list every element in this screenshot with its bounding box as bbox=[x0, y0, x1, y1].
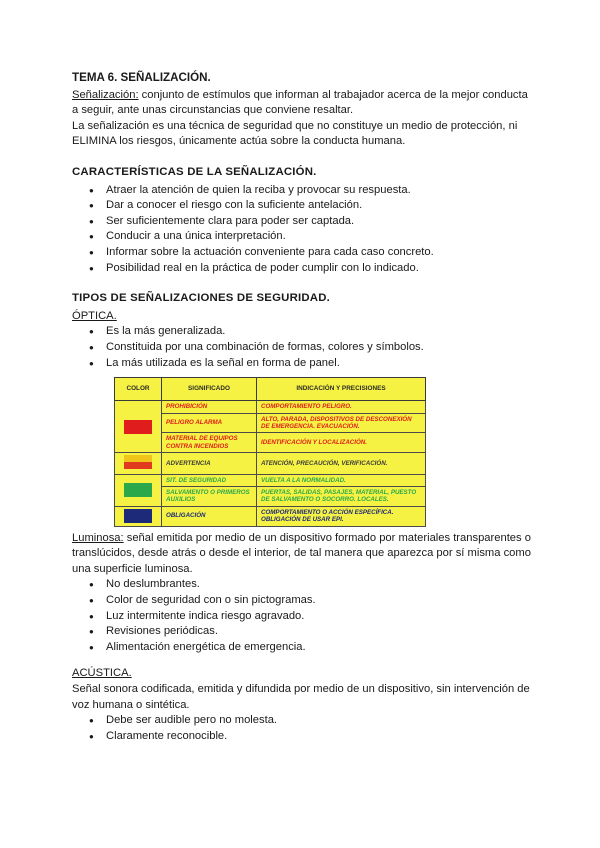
list-item: ● Ser suficientemente clara para poder ser captada. bbox=[106, 214, 532, 230]
yellow-swatch bbox=[124, 455, 152, 469]
table-cell: PELIGRO ALARMA bbox=[162, 413, 257, 433]
list-item: ● La más utilizada es la señal en forma de panel. bbox=[106, 356, 532, 372]
intro-note: La señalización es una técnica de seguridad que no constituye un medio de protección, ni ELIMINA los riesgos, únicamente actúa sobre la conducta humana. bbox=[72, 119, 518, 148]
safety-colors-table bbox=[114, 377, 426, 526]
color-cell-green bbox=[115, 474, 162, 506]
table-cell: MATERIAL DE EQUIPOS CONTRA INCENDIOS bbox=[162, 433, 257, 453]
caracteristicas-list bbox=[72, 183, 532, 277]
list-item: ● Constituida por una combinación de formas, colores y símbolos. bbox=[106, 340, 532, 356]
luminosa-definition-text: señal emitida por medio de un dispositivo formado por materiales transparentes o translúcidos, desde atrás o desde el interior, de tal manera que aparezca por sí misma como una superficie luminosa. bbox=[72, 531, 531, 575]
table-cell: ATENCIÓN, PRECAUCIÓN, VERIFICACIÓN. bbox=[257, 453, 426, 474]
header-indicacion: INDICACIÓN Y PRECISIONES bbox=[257, 378, 426, 401]
caracteristicas-heading: CARACTERÍSTICAS DE LA SEÑALIZACIÓN. bbox=[72, 165, 317, 178]
table-cell: ALTO, PARADA, DISPOSITIVOS DE DESCONEXIÓN DE EMERGENCIA. EVACUACIÓN. bbox=[257, 413, 426, 433]
list-item: ● No deslumbrantes. bbox=[106, 577, 532, 593]
list-item: ● Alimentación energética de emergencia. bbox=[106, 640, 532, 656]
list-item: ● Posibilidad real en la práctica de poder cumplir con lo indicado. bbox=[106, 261, 532, 277]
optica-list bbox=[72, 324, 532, 371]
table-cell: COMPORTAMIENTO O ACCIÓN ESPECÍFICA. OBLIGACIÓN DE USAR EPI. bbox=[257, 506, 426, 526]
intro-definition bbox=[72, 88, 532, 119]
list-item: ● Es la más generalizada. bbox=[106, 324, 532, 340]
table-row bbox=[115, 401, 426, 413]
intro-definition-text: conjunto de estímulos que informan al trabajador acerca de la mejor conducta a seguir, ante unas circunstancias que conviene resaltar. bbox=[72, 88, 528, 117]
list-item: ● Dar a conocer el riesgo con la suficiente antelación. bbox=[106, 198, 532, 214]
red-swatch bbox=[124, 420, 152, 434]
table-cell: OBLIGACIÓN bbox=[162, 506, 257, 526]
table-cell: IDENTIFICACIÓN Y LOCALIZACIÓN. bbox=[257, 433, 426, 453]
list-item: ● Color de seguridad con o sin pictogramas. bbox=[106, 593, 532, 609]
tipos-heading: TIPOS DE SEÑALIZACIONES DE SEGURIDAD. bbox=[72, 292, 331, 305]
table-header-row bbox=[115, 378, 426, 401]
list-item: ● Conducir a una única interpretación. bbox=[106, 229, 532, 245]
intro-term: Señalización: bbox=[72, 88, 139, 101]
luminosa-definition bbox=[72, 531, 532, 578]
luminosa-list bbox=[72, 577, 532, 655]
acustica-label: ACÚSTICA. bbox=[72, 667, 132, 680]
table-cell: SALVAMENTO O PRIMEROS AUXILIOS bbox=[162, 486, 257, 506]
optica-label: ÓPTICA. bbox=[72, 309, 117, 322]
list-item: ● Atraer la atención de quien la reciba y provocar su respuesta. bbox=[106, 183, 532, 199]
acustica-definition: Señal sonora codificada, emitida y difundida por medio de un dispositivo, sin intervención de voz humana o sintética. bbox=[72, 682, 530, 711]
table-cell: SIT. DE SEGURIDAD bbox=[162, 474, 257, 486]
color-cell-yellow bbox=[115, 453, 162, 474]
table-cell: PROHIBICIÓN bbox=[162, 401, 257, 413]
list-item: ● Informar sobre la actuación conveniente para cada caso concreto. bbox=[106, 245, 532, 261]
list-item: ● Debe ser audible pero no molesta. bbox=[106, 713, 532, 729]
table-row bbox=[115, 474, 426, 486]
table-row bbox=[115, 413, 426, 433]
navy-swatch bbox=[124, 509, 152, 523]
table-row bbox=[115, 453, 426, 474]
table-cell: ADVERTENCIA bbox=[162, 453, 257, 474]
list-item: ● Luz intermitente indica riesgo agravado. bbox=[106, 609, 532, 625]
header-significado: SIGNIFICADO bbox=[162, 378, 257, 401]
color-cell-navy bbox=[115, 506, 162, 526]
list-item: ● Claramente reconocible. bbox=[106, 729, 532, 745]
document-page bbox=[72, 70, 532, 744]
acustica-list bbox=[72, 713, 532, 744]
page-title: TEMA 6. SEÑALIZACIÓN. bbox=[72, 71, 211, 84]
table-cell: VUELTA A LA NORMALIDAD. bbox=[257, 474, 426, 486]
table-row bbox=[115, 433, 426, 453]
table-row bbox=[115, 486, 426, 506]
list-item: ● Revisiones periódicas. bbox=[106, 624, 532, 640]
color-cell-red bbox=[115, 401, 162, 453]
table-row bbox=[115, 506, 426, 526]
table-cell: PUERTAS, SALIDAS, PASAJES, MATERIAL, PUESTO DE SALVAMENTO O SOCORRO. LOCALES. bbox=[257, 486, 426, 506]
luminosa-term: Luminosa: bbox=[72, 531, 124, 544]
green-swatch bbox=[124, 483, 152, 497]
header-color: COLOR bbox=[115, 378, 162, 401]
table-cell: COMPORTAMIENTO PELIGRO. bbox=[257, 401, 426, 413]
